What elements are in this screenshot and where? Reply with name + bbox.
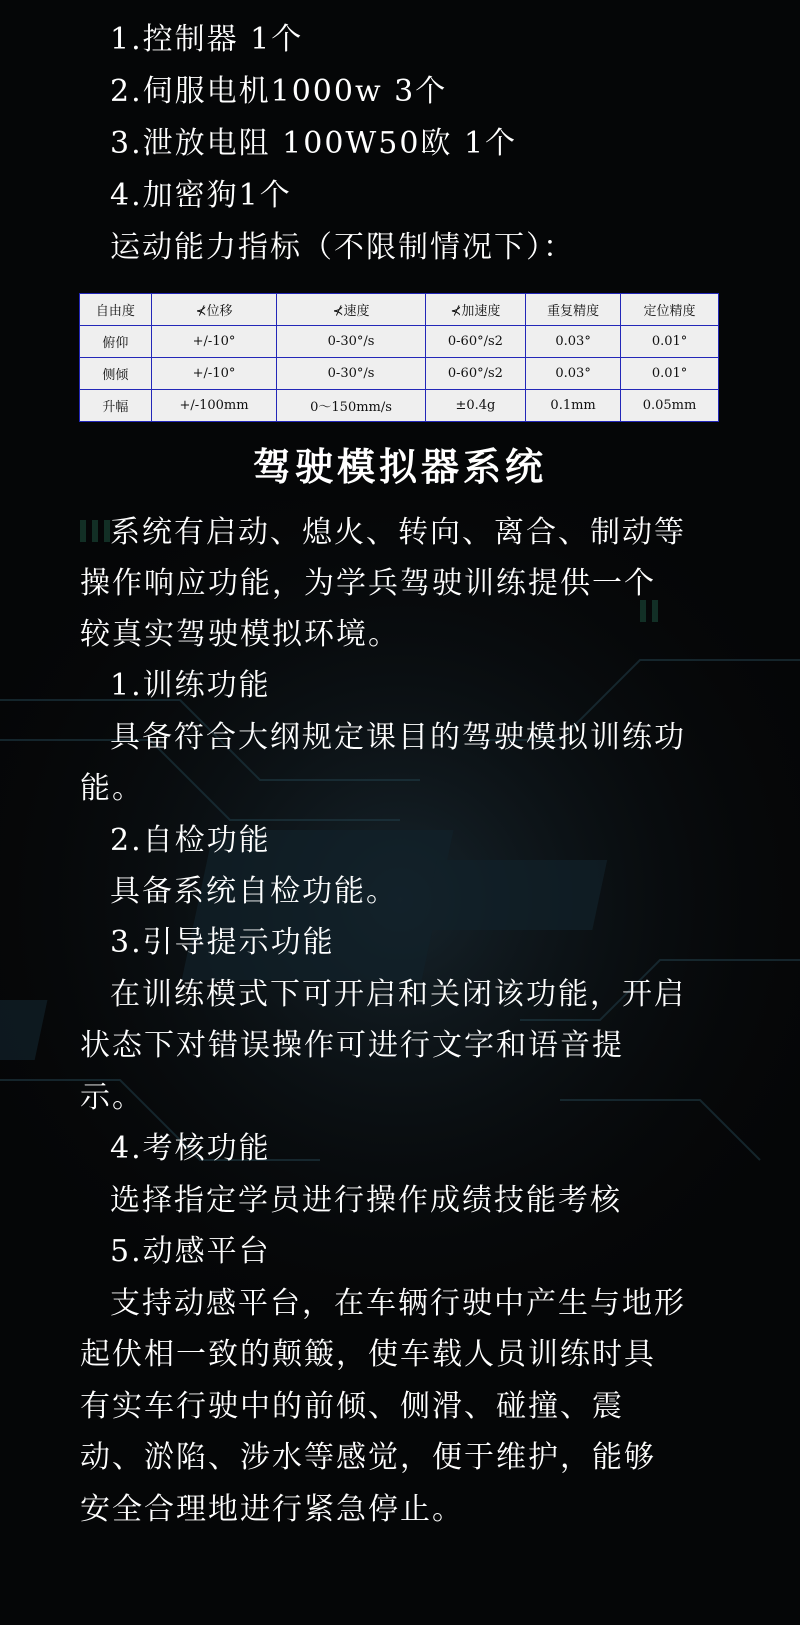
feature-4-title: 4.考核功能 [110,1131,271,1166]
component-item-4: 4.加密狗1个 [110,178,292,213]
feature-2-title: 2.自检功能 [110,823,271,858]
feature-5-title: 5.动感平台 [110,1234,271,1269]
component-item-2: 2.伺服电机1000w 3个 [110,74,448,109]
table-cell: +/-10° [151,326,277,358]
table-cell: 侧倾 [80,358,152,390]
feature-2-desc-line-1: 具备系统自检功能。 [110,874,398,909]
feature-3-desc-line-1: 在训练模式下可开启和关闭该功能，开启 [110,977,686,1012]
table-cell: 升幅 [80,390,152,422]
feature-1-desc-line-1: 具备符合大纲规定课目的驾驶模拟训练功 [110,720,686,755]
feature-5-desc-line-1: 支持动感平台，在车辆行驶中产生与地形 [110,1286,686,1321]
table-cell: 0.03° [526,326,621,358]
table-row [80,358,719,390]
table-cell: 0.1mm [526,390,621,422]
feature-5-desc-line-5: 安全合理地进行紧急停止。 [80,1492,464,1527]
table-cell: 0.05mm [621,390,719,422]
table-header-cell: ⊀加速度 [425,294,525,326]
intro-line-3: 较真实驾驶模拟环境。 [80,617,400,652]
intro-line-1: 系统有启动、熄火、转向、离合、制动等 [110,515,686,550]
table-cell: +/-10° [151,358,277,390]
intro-line-2: 操作响应功能，为学兵驾驶训练提供一个 [80,566,656,601]
feature-5-desc-line-2: 起伏相一致的颠簸，使车载人员训练时具 [80,1337,656,1372]
table-cell: 0.01° [621,358,719,390]
table-header-cell: 重复精度 [526,294,621,326]
feature-3-desc-line-2: 状态下对错误操作可进行文字和语音提 [80,1028,624,1063]
table-cell: 0-30°/s [277,326,425,358]
section-title: 驾驶模拟器系统 [252,445,547,489]
component-item-1: 1.控制器 1个 [110,22,304,57]
table-cell: 俯仰 [80,326,152,358]
table-header-cell: 定位精度 [621,294,719,326]
table-header-cell: 自由度 [80,294,152,326]
table-cell: 0～150mm/s [277,390,425,422]
feature-5-desc-line-4: 动、淤陷、涉水等感觉，便于维护，能够 [80,1440,656,1475]
table-cell: ±0.4g [425,390,525,422]
motion-heading: 运动能力指标（不限制情况下）： [110,230,575,265]
feature-1-desc-line-2: 能。 [80,771,144,806]
motion-spec-table [79,293,719,422]
table-header-row [80,294,719,326]
table-row [80,326,719,358]
table-cell: 0.03° [526,358,621,390]
table-cell: 0-60°/s2 [425,326,525,358]
table-cell: 0.01° [621,326,719,358]
table-cell: 0-60°/s2 [425,358,525,390]
feature-3-title: 3.引导提示功能 [110,925,335,960]
component-item-3: 3.泄放电阻 100W50欧 1个 [110,126,518,161]
table-header-cell: ⊀位移 [151,294,277,326]
feature-1-title: 1.训练功能 [110,668,271,703]
table-row [80,390,719,422]
feature-3-desc-line-3: 示。 [80,1080,144,1115]
feature-5-desc-line-3: 有实车行驶中的前倾、侧滑、碰撞、震 [80,1389,624,1424]
table-header-cell: ⊀速度 [277,294,425,326]
table-cell: +/-100mm [151,390,277,422]
feature-4-desc-line-1: 选择指定学员进行操作成绩技能考核 [110,1183,622,1218]
table-cell: 0-30°/s [277,358,425,390]
